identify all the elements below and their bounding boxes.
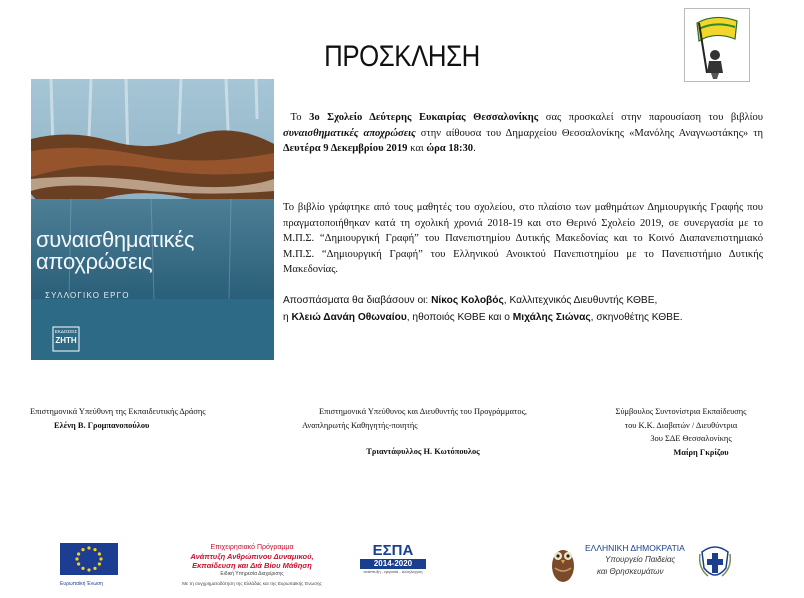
- operational-programme-logo: Επιχειρησιακό Πρόγραμμα Ανάπτυξη Ανθρώπινου Δυναμικού, Εκπαίδευση και Διά Βίου Μάθηση Ειδική Υπηρεσία Διαχείρισης Με τη συγχρηματοδότηση της Ελλάδας και της Ευρωπαϊκής Ένωσης: [182, 544, 322, 586]
- school-flag-logo-icon: [684, 8, 750, 82]
- page-title: ΠΡΟΣΚΛΗΣΗ: [324, 40, 480, 73]
- greek-coat-of-arms-icon: [698, 544, 732, 582]
- owl-emblem-icon: [546, 540, 580, 586]
- reader-name-3: Μιχάλης Σιώνας: [512, 312, 591, 323]
- event-date: Δευτέρα 9 Δεκεμβρίου 2019: [283, 143, 408, 154]
- book-title-line2: αποχρώσεις: [36, 249, 153, 274]
- book-cover: [31, 79, 274, 360]
- readers-paragraph: Αποσπάσματα θα διαβάσουν οι: Νίκος Κολοβός, Καλλιτεχνικός Διευθυντής ΚΘΒΕ, η Κλειώ Δανάη Οθωναίου, ηθοποιός ΚΘΒΕ και ο Μιχάλης Σιώνας, σκηνοθέτης ΚΘΒΕ.: [283, 295, 683, 323]
- signature-role: Σύμβουλος Συντονίστρια Εκπαίδευσης: [615, 407, 747, 416]
- signature-role: Αναπληρωτής Καθηγητής-ποιητής: [302, 420, 418, 430]
- ministry-label: ΕΛΛΗΝΙΚΗ ΔΗΜΟΚΡΑΤΙΑ Υπουργείο Παιδείας και Θρησκευμάτων: [585, 543, 685, 576]
- signature-block-3: [566, 405, 796, 459]
- signature-role: του Κ.Κ. Διαβατών / Διευθύντρια: [624, 420, 738, 430]
- signature-block-1: [30, 405, 270, 432]
- signature-name: Ελένη Β. Γρομπανοπούλου: [54, 420, 150, 430]
- signature-role: 3ου ΣΔΕ Θεσσαλονίκης: [650, 434, 732, 443]
- book-title-line1: συναισθηματικές: [36, 227, 195, 252]
- publisher-label-name: ΖΗΤΗ: [55, 336, 77, 345]
- event-time: ώρα 18:30: [426, 143, 474, 154]
- signature-name: Μαίρη Γκρίζου: [673, 447, 729, 457]
- signature-name: Τριαντάφυλλος Η. Κωτόπουλος: [366, 447, 480, 456]
- invitation-paragraph: Το 3ο Σχολείο Δεύτερης Ευκαιρίας Θεσσαλονίκης σας προσκαλεί στην παρουσίαση του βιβλίου συναισθηματικές αποχρώσεις στην αίθουσα του Δημαρχείου Θεσσαλονίκης «Μανόλης Αναγνωστάκης» τη Δευτέρα 9 Δεκεμβρίου 2019 και ώρα 18:30.: [283, 112, 763, 154]
- eu-flag-logo-icon: [60, 543, 118, 587]
- book-name: συναισθηματικές αποχρώσεις: [283, 127, 416, 139]
- espa-logo: ΕΣΠΑ 2014-2020 ανάπτυξη - εργασία - αλληλεγγύη: [360, 543, 426, 579]
- book-subtitle: ΣΥΛΛΟΓΙΚΟ ΕΡΓΟ: [45, 291, 130, 300]
- reader-name-2: Κλειώ Δανάη Οθωναίου: [291, 312, 407, 323]
- school-name: 3ο Σχολείο Δεύτερης Ευκαιρίας Θεσσαλονίκης: [309, 112, 539, 123]
- reader-name-1: Νίκος Κολοβός: [431, 295, 504, 306]
- signature-role: Επιστημονικά Υπεύθυνος και Διευθυντής του Προγράμματος,: [318, 407, 527, 416]
- signature-block-2: [288, 405, 558, 459]
- publisher-label-top: ΕΚΔΟΣΕΙΣ: [54, 329, 78, 334]
- eu-caption: Ευρωπαϊκή Ένωση: [60, 581, 103, 587]
- signature-role: Επιστημονικά Υπεύθυνη της Εκπαιδευτικής Δράσης: [30, 407, 206, 416]
- book-description-paragraph: Το βιβλίο γράφτηκε από τους μαθητές του σχολείου, στο πλαίσιο των μαθημάτων Δημιουργικής Γραφής που πραγματοποιήθηκαν κατά τη σχολική χρονιά 2018-19 και στο Θερινό Σχολείο 2019, σε συνεργασία με το Μ.Π.Σ. “Δημιουργική Γραφή” του Πανεπιστημίου Δυτικής Μακεδονίας και το Κοινό Διαπανεπιστημιακό Μ.Π.Σ. “Δημιουργική Γραφή” του Ελληνικού Ανοικτού Πανεπιστημίου με το Πανεπιστήμιο Δυτικής Μακεδονίας.: [283, 202, 763, 275]
